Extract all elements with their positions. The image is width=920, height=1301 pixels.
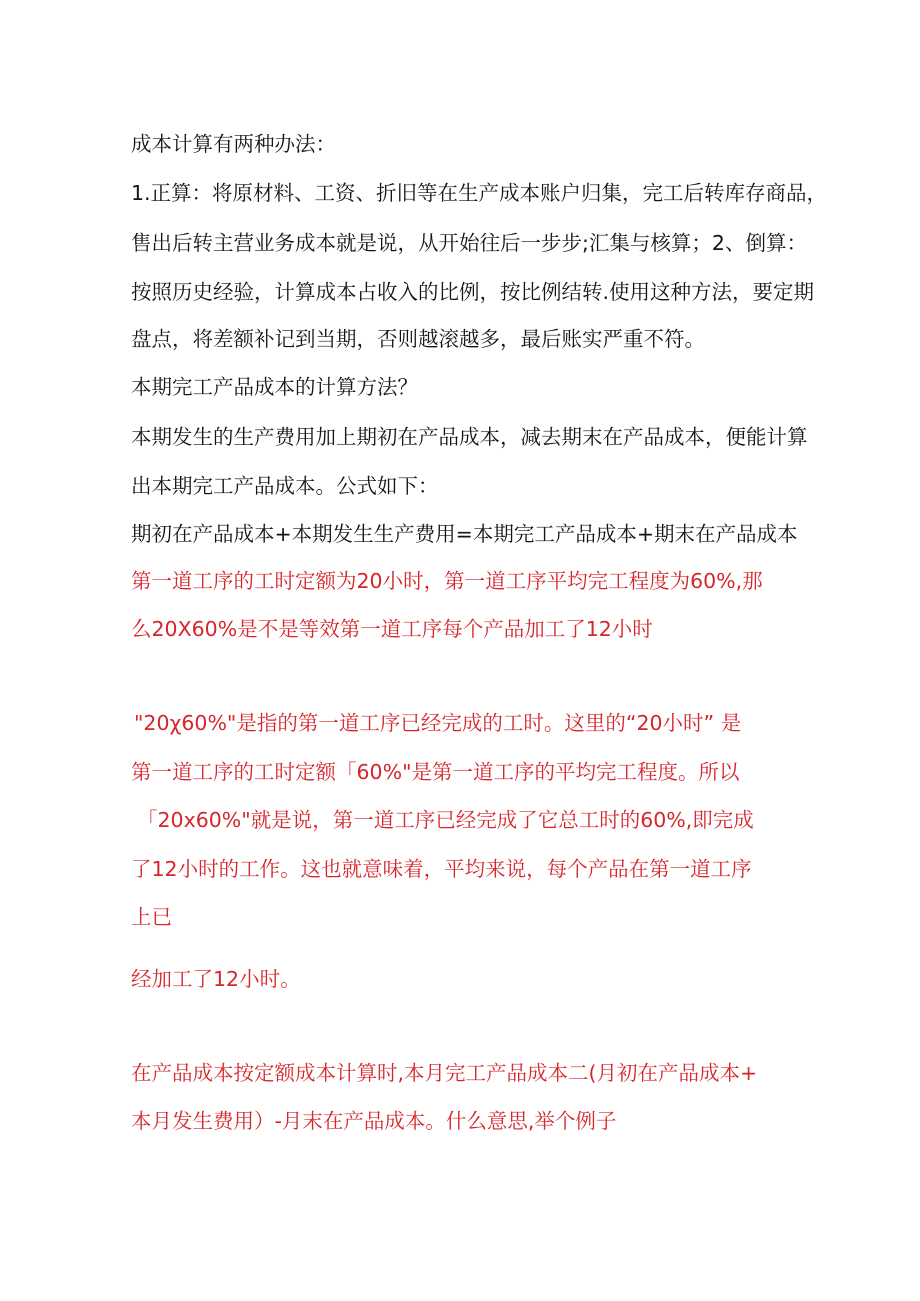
methods-heading: 成本计算有两种办法： [131, 132, 336, 156]
methods-line-4: 盘点，将差额补记到当期，否则越滚越多，最后账实严重不符。 [131, 327, 705, 351]
methods-line-2: 售出后转主营业务成本就是说，从开始往后一步步;汇集与核算；2、倒算： [131, 231, 807, 255]
hours-answer-line-5: 上已 [131, 905, 172, 929]
finished-line-2: 出本期完工产品成本。公式如下： [131, 474, 439, 498]
finished-question: 本期完工产品成本的计算方法？ [131, 375, 418, 399]
hours-question-line-1: 第一道工序的工时定额为20小时，第一道工序平均完工程度为60%,那 [131, 569, 763, 593]
hours-answer-line-3: 「20x60%"就是说，第一道工序已经完成了它总工时的60%,即完成 [137, 808, 754, 832]
hours-answer-line-4: 了12小时的工作。这也就意味着，平均来说，每个产品在第一道工序 [131, 857, 752, 881]
methods-line-1: 1.正算：将原材料、工资、折旧等在生产成本账户归集，完工后转库存商品， [131, 181, 828, 205]
finished-line-1: 本期发生的生产费用加上期初在产品成本，减去期末在产品成本，便能计算 [131, 425, 808, 449]
quota-question-line-2: 本月发生费用）-月末在产品成本。什么意思,举个例子 [131, 1109, 617, 1133]
hours-answer-line-6: 经加工了12小时。 [131, 967, 301, 991]
finished-formula: 期初在产品成本+本期发生生产费用=本期完工产品成本+期末在产品成本 [131, 522, 798, 546]
hours-question-line-2: 么20X60%是不是等效第一道工序每个产品加工了12小时 [131, 617, 653, 641]
hours-answer-line-2: 第一道工序的工时定额「60%"是第一道工序的平均完工程度。所以 [131, 760, 740, 784]
methods-line-3: 按照历史经验，计算成本占收入的比例，按比例结转.使用这种方法，要定期 [131, 280, 815, 304]
hours-answer-line-1: "20χ60%"是指的第一道工序已经完成的工时。这里的“20小时” 是 [134, 711, 742, 735]
quota-question-line-1: 在产品成本按定额成本计算时,本月完工产品成本二(月初在产品成本+ [131, 1061, 758, 1085]
